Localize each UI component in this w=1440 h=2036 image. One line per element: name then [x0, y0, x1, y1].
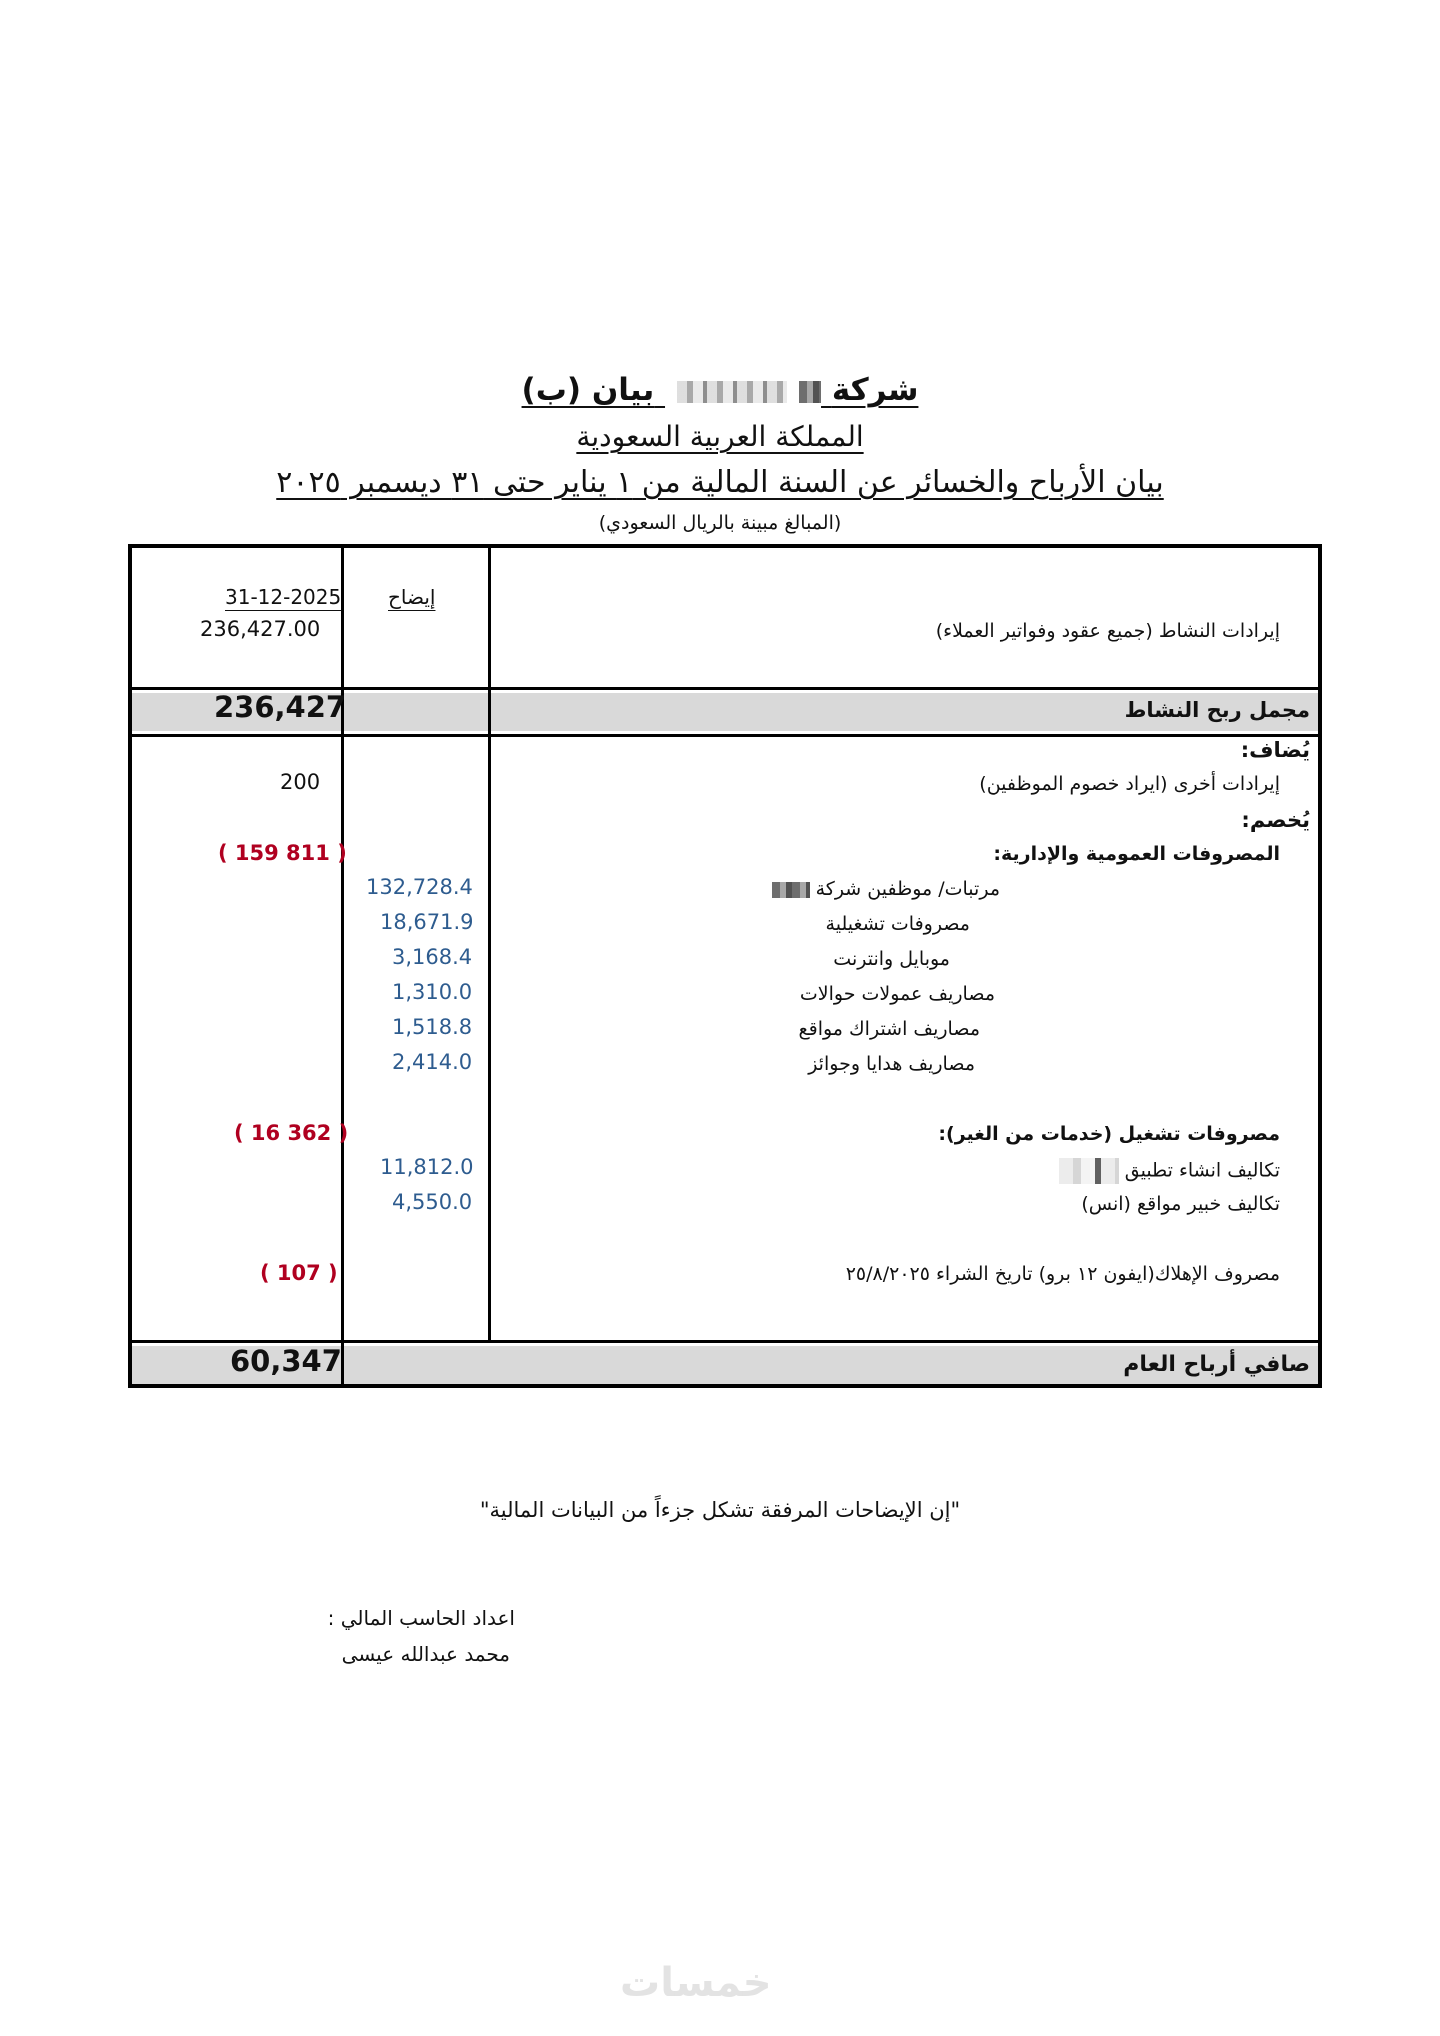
depreciation-label: مصروف الإهلاك(ايفون ١٢ برو) تاريخ الشراء ٢٥/٨/٢٠٢٥: [845, 1263, 1280, 1285]
currency-note: (المبالغ مبينة بالريال السعودي): [598, 512, 842, 534]
ga-expenses-total: ( 159 811 ): [218, 841, 347, 865]
gross-profit-value: 236,427: [214, 690, 347, 724]
ga-item-label: مصاريف اشتراك مواقع: [798, 1018, 980, 1040]
row-divider: [128, 734, 1322, 737]
revenue-value: 236,427.00: [200, 617, 321, 641]
ga-item-label: مصاريف هدايا وجوائز: [808, 1053, 975, 1075]
prepared-by-label: اعداد الحاسب المالي :: [327, 1606, 515, 1630]
ga-item-label: مرتبات/ موظفين شركة: [772, 878, 1000, 900]
ops-expenses-label: مصروفات تشغيل (خدمات من الغير):: [938, 1123, 1280, 1145]
date-column-header: 31-12-2025: [225, 585, 342, 609]
accountant-name: محمد عبدالله عيسى: [341, 1642, 510, 1666]
ga-item-label: مصروفات تشغيلية: [825, 913, 970, 935]
redacted-name-mark: [799, 381, 821, 403]
gross-profit-label: مجمل ربح النشاط: [1124, 698, 1310, 722]
revenue-label: إيرادات النشاط (جميع عقود وفواتير العملاء): [935, 620, 1280, 642]
statement-title: بيان الأرباح والخسائر عن السنة المالية من ١ يناير حتى ٣١ ديسمبر ٢٠٢٥: [276, 465, 1164, 500]
other-income-value: 200: [280, 770, 321, 794]
other-income-label: إيرادات أخرى (ايراد خصوم الموظفين): [979, 773, 1280, 795]
ga-item-value: 1,518.8: [392, 1015, 473, 1039]
ga-item-value: 1,310.0: [392, 980, 473, 1004]
financial-statements-note: "إن الإيضاحات المرفقة تشكل جزءاً من البيانات المالية": [479, 1498, 961, 1522]
statement-label: بيان (ب): [521, 372, 655, 408]
ga-item-value: 3,168.4: [392, 945, 473, 969]
ops-item-value: 11,812.0: [380, 1155, 474, 1179]
deduct-label: يُخصم:: [1241, 808, 1310, 832]
company-title: [0, 372, 1440, 408]
country-title: المملكة العربية السعودية: [576, 420, 864, 453]
column-divider: [341, 544, 344, 1388]
ops-item-label: تكاليف خبير مواقع (انس): [1081, 1193, 1280, 1215]
redacted-company-name: [772, 882, 810, 898]
note-column-header: إيضاح: [388, 585, 436, 609]
watermark-logo: خمسات: [620, 1960, 772, 2006]
ga-item-label: مصاريف عمولات حوالات: [799, 983, 995, 1005]
ops-item-value: 4,550.0: [392, 1190, 473, 1214]
net-profit-value: 60,347: [230, 1344, 342, 1378]
redacted-app-name: [1059, 1158, 1119, 1184]
ga-expenses-label: المصروفات العمومية والإدارية:: [993, 843, 1280, 865]
net-profit-label: صافي أرباح العام: [1123, 1352, 1310, 1377]
ga-item-value: 18,671.9: [380, 910, 474, 934]
depreciation-value: ( 107 ): [260, 1261, 338, 1285]
column-divider: [488, 544, 491, 1340]
ga-item-label: موبايل وانترنت: [833, 948, 950, 970]
row-divider: [128, 1340, 1322, 1343]
ops-expenses-total: ( 16 362 ): [234, 1121, 349, 1145]
company-prefix: شركة: [831, 372, 919, 408]
redacted-company-name: [677, 381, 787, 403]
add-label: يُضاف:: [1240, 738, 1310, 762]
ga-item-value: 132,728.4: [366, 875, 473, 899]
ops-item-label: تكاليف انشاء تطبيق: [1059, 1158, 1280, 1184]
ga-item-value: 2,414.0: [392, 1050, 473, 1074]
